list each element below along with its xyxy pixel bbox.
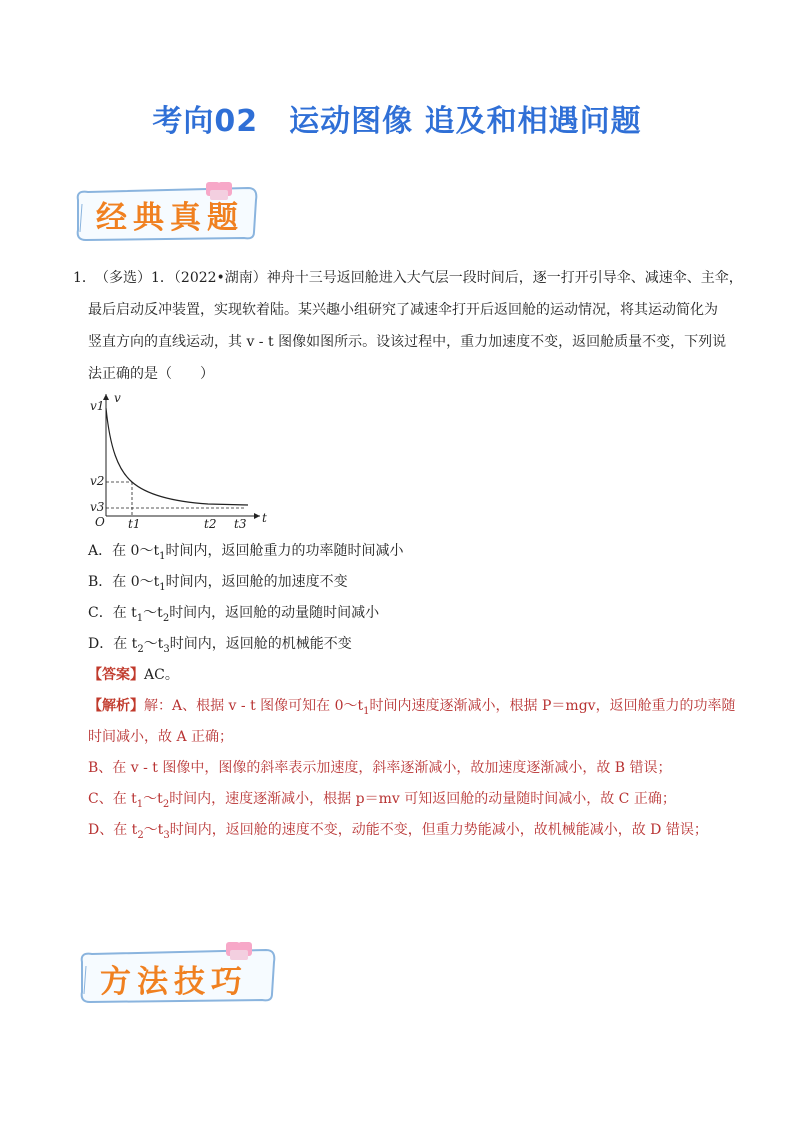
question-line-3: 竖直方向的直线运动，其 v - t 图像如图所示。设该过程中，重力加速度不变，返回舱质量不变，下列说 xyxy=(88,334,727,350)
x-tick-t2: t2 xyxy=(204,517,217,531)
analysis-line-5: D、在 $t_2\sim t_3$时间内，返回舱的速度不变，动能不变，但重力势能减小，故机械能减小，故 D 错误； xyxy=(88,822,708,841)
vt-curve xyxy=(106,408,248,505)
analysis-line-1: 【解析】解：A、根据 v - t 图像可知在 $0\sim t_1$时间内速度逐渐减小，根据 P＝mgv，返回舱重力的功率随 xyxy=(88,698,736,717)
vt-chart xyxy=(88,388,288,534)
question-line-4: 法正确的是（ ） xyxy=(88,366,214,382)
question-line-2: 最后启动反冲装置，实现软着陆。某兴趣小组研究了减速伞打开后返回舱的运动情况，将其运动简化为 xyxy=(88,302,718,318)
y-tick-v1: v1 xyxy=(90,399,105,413)
x-axis-label: t xyxy=(262,511,267,525)
analysis-line-2: 时间减小，故 A 正确； xyxy=(88,729,234,745)
origin-label: O xyxy=(95,515,105,529)
option-a[interactable]: A．在 $0\sim t_1$时间内，返回舱重力的功率随时间减小 xyxy=(88,543,404,562)
y-tick-v3: v3 xyxy=(90,500,105,514)
question-line-1: （多选）1．（2022•湖南）神舟十三号返回舱进入大气层一段时间后，逐一打开引导伞、减速伞、主伞， xyxy=(95,270,743,286)
x-tick-t3: t3 xyxy=(234,517,247,531)
y-axis-label: v xyxy=(114,391,121,405)
section-banner-methods xyxy=(76,942,282,1008)
option-d[interactable]: D．在 $t_2\sim t_3$时间内，返回舱的机械能不变 xyxy=(88,636,352,655)
answer-tag: 【答案】 xyxy=(88,667,144,683)
banner-label: 方法技巧 xyxy=(100,964,248,1000)
y-tick-v2: v2 xyxy=(90,474,105,488)
analysis-line-4: C、在 $t_1\sim t_2$时间内，速度逐渐减小，根据 p＝mv 可知返回舱的动量随时间减小，故 C 正确； xyxy=(88,791,676,810)
banner-label: 经典真题 xyxy=(96,200,244,236)
option-b[interactable]: B．在 $0\sim t_1$时间内，返回舱的加速度不变 xyxy=(88,574,348,593)
answer-line xyxy=(88,664,179,684)
question-number: 1． xyxy=(73,270,96,286)
page-title: 考向02 运动图像 追及和相遇问题 xyxy=(152,104,642,139)
x-tick-t1: t1 xyxy=(128,517,141,531)
section-banner-classic xyxy=(72,182,262,244)
analysis-line-3: B、在 v - t 图像中，图像的斜率表示加速度，斜率逐渐减小，故加速度逐渐减小，故 B 错误； xyxy=(88,760,672,776)
option-c[interactable]: C．在 $t_1\sim t_2$时间内，返回舱的动量随时间减小 xyxy=(88,605,380,624)
answer-text: AC。 xyxy=(144,667,179,683)
